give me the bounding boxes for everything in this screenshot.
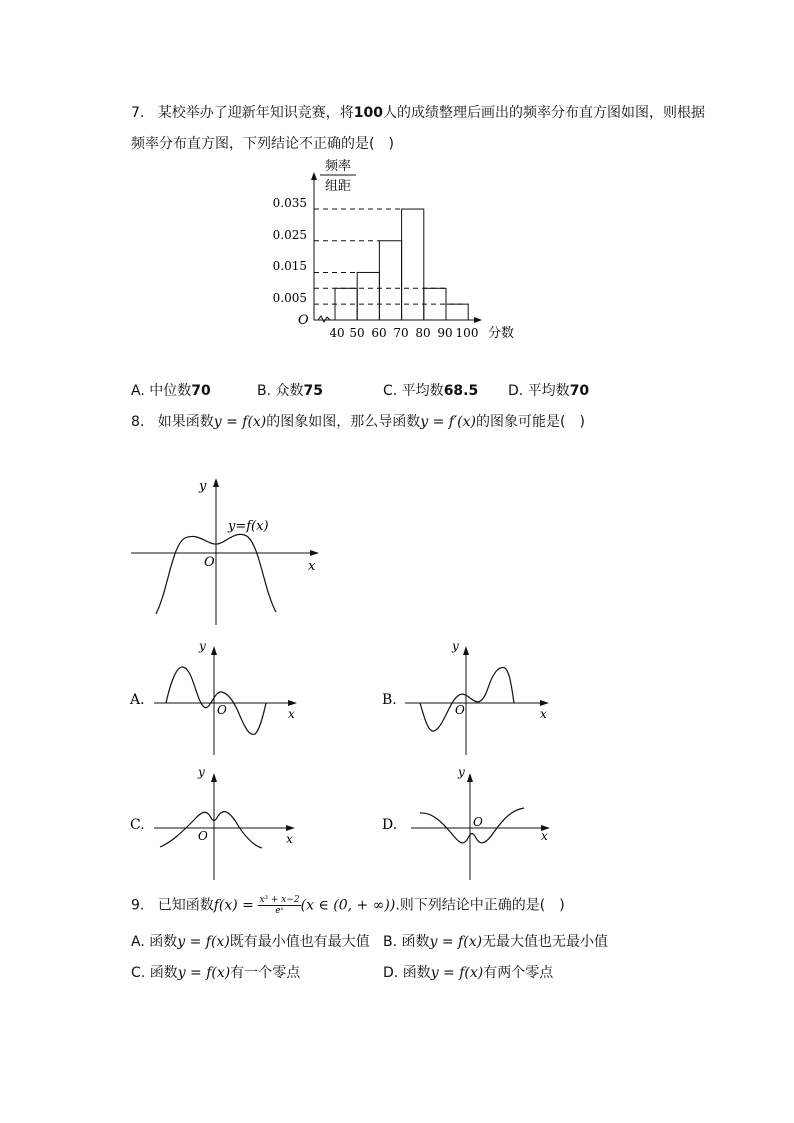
- chart-xlabel: 分数: [488, 326, 515, 341]
- q7-stem-count: 100: [353, 105, 383, 121]
- svg-text:y: y: [198, 765, 205, 779]
- svg-text:y=f(x): y=f(x): [228, 519, 269, 534]
- q9-option-d[interactable]: D. 函数y = f(x)有两个零点: [383, 965, 554, 981]
- svg-text:O: O: [455, 703, 465, 717]
- svg-text:O: O: [198, 829, 208, 843]
- svg-text:x: x: [308, 559, 316, 574]
- q7-option-a[interactable]: A. 中位数70: [131, 383, 211, 399]
- chart-xtick-label: 90: [437, 326, 453, 340]
- q9-option-b[interactable]: B. 函数y = f(x)无最大值也无最小值: [383, 934, 609, 950]
- q9-stem: 9. 已知函数f(x) = $\frac{\text{x³ + x−2}}{\text{eˣ}}$ (x ∈ (0, + ∞)).则下列结论中正确的是( ): [131, 895, 565, 916]
- svg-text:x: x: [541, 829, 548, 843]
- svg-text:O: O: [217, 703, 227, 717]
- svg-text:x: x: [540, 707, 547, 721]
- q8-option-a-graph[interactable]: [129, 639, 297, 755]
- svg-text:x: x: [288, 707, 295, 721]
- svg-text:B.: B.: [382, 692, 397, 708]
- chart-ylabel-top: 频率: [324, 159, 352, 174]
- chart-ytick-label: 0.015: [272, 259, 307, 273]
- q8-main-graph: [131, 478, 319, 625]
- q9-fraction: $\frac{\text{x³ + x−2}}{\text{eˣ}}$: [259, 895, 300, 916]
- chart-origin-label: O: [298, 313, 309, 328]
- svg-text:y: y: [458, 765, 465, 779]
- q7-option-c[interactable]: C. 平均数68.5: [383, 383, 479, 399]
- q8-number: 8.: [131, 414, 145, 430]
- svg-text:D.: D.: [382, 817, 398, 833]
- chart-ytick-label: 0.035: [272, 196, 307, 210]
- svg-text:C.: C.: [130, 817, 145, 833]
- q9-number: 9.: [131, 897, 145, 914]
- svg-text:y: y: [199, 639, 206, 653]
- q8-option-c-graph[interactable]: [130, 765, 295, 880]
- chart-ytick-label: 0.005: [272, 291, 307, 305]
- svg-text:A.: A.: [130, 692, 145, 708]
- svg-text:O: O: [473, 815, 483, 829]
- chart-xtick-label: 80: [415, 326, 431, 340]
- q8-option-b-graph[interactable]: [382, 639, 549, 755]
- q7-option-b[interactable]: B. 众数75: [257, 383, 323, 399]
- chart-ytick-label: 0.025: [272, 228, 307, 242]
- q9-domain: (x ∈ (0, + ∞)): [300, 897, 396, 914]
- svg-text:y: y: [452, 639, 459, 653]
- svg-text:y: y: [199, 479, 207, 494]
- svg-text:x: x: [286, 832, 293, 846]
- q7-stem-line2: 频率分布直方图，下列结论不正确的是( ): [131, 136, 394, 152]
- svg-text:O: O: [204, 555, 215, 570]
- chart-xtick-label: 60: [371, 326, 387, 340]
- q8-option-d-graph[interactable]: [382, 765, 550, 880]
- q7-number: 7.: [131, 105, 145, 121]
- q7-option-d[interactable]: D. 平均数70: [508, 383, 590, 399]
- q9-option-a[interactable]: A. 函数y = f(x)既有最小值也有最大值: [131, 934, 370, 950]
- chart-xtick-label: 50: [349, 326, 365, 340]
- chart-xtick-label: 100: [455, 326, 479, 340]
- chart-xtick-label: 40: [329, 326, 345, 340]
- q8-stem: 8. 如果函数y = f(x)的图象如图，那么导函数y = f′(x)的图象可能是( ): [131, 414, 585, 430]
- q7-stem-part-b: 人的成绩整理后画出的频率分布直方图如图，则根据: [382, 105, 705, 121]
- chart-ylabel-bottom: 组距: [324, 179, 352, 194]
- q7-stem-part-a: 某校举办了迎新年知识竞赛，将: [157, 105, 354, 121]
- q9-option-c[interactable]: C. 函数y = f(x)有一个零点: [131, 965, 301, 981]
- chart-xtick-label: 70: [393, 326, 409, 340]
- q8-fprime-expr: y = f′(x): [420, 414, 476, 430]
- q8-f-expr: y = f(x): [213, 414, 267, 430]
